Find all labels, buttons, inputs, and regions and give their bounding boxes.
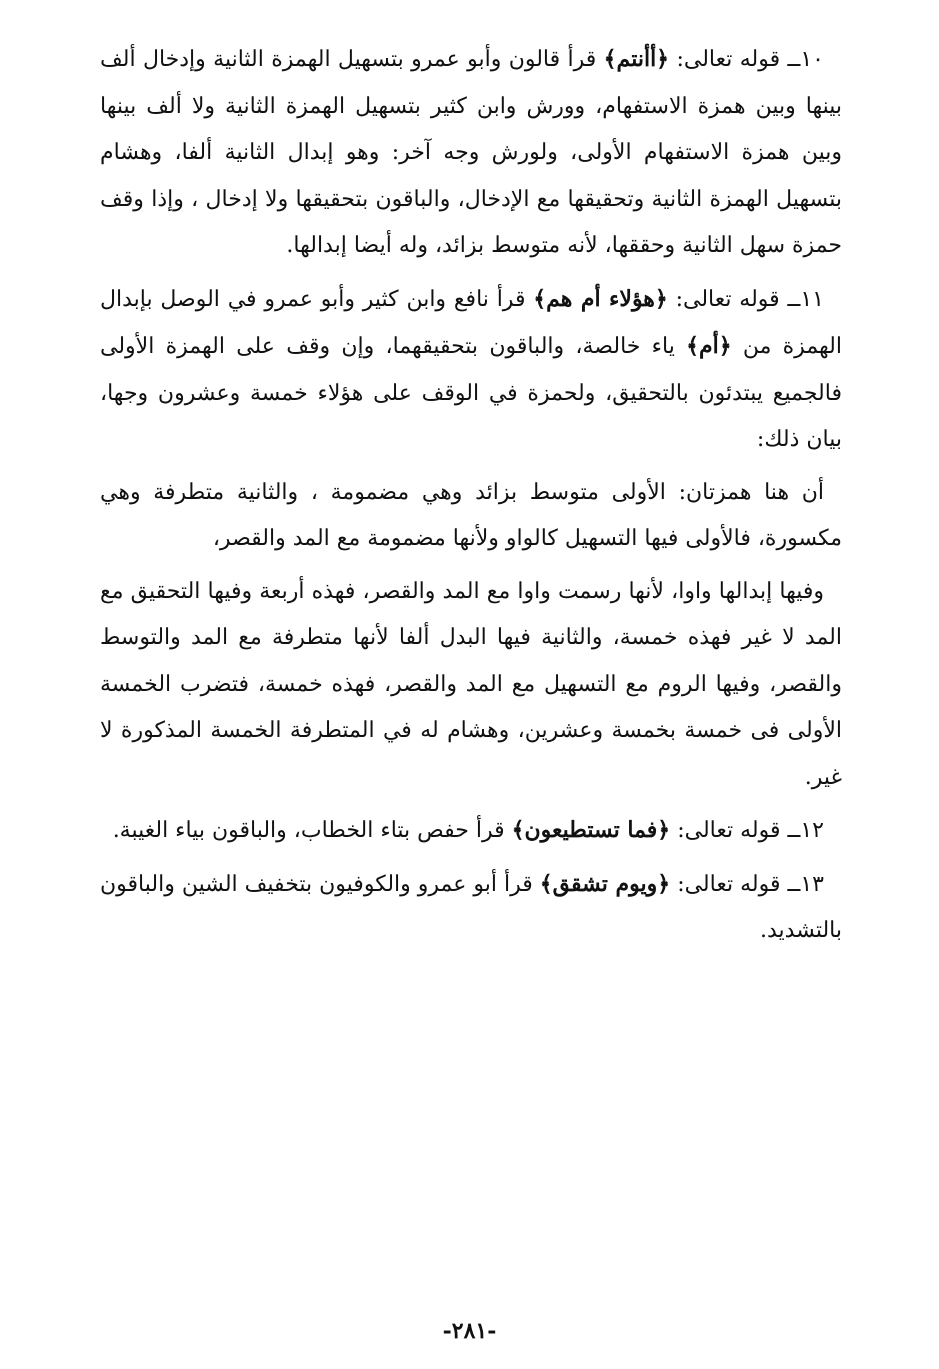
paragraph-list (100, 36, 842, 955)
quran-quote: ﴿فما تستطيعون﴾ (511, 817, 671, 843)
paragraph-text: ١٠ــ قوله تعالى: (669, 47, 824, 72)
paragraph-text: قرأ قالون وأبو عمرو بتسهيل الهمزة الثانية وإدخال ألف بينها وبين همزة الاستفهام، وورش وابن كثير بتسهيل الهمزة الثانية ولا ألف بينها وبين همزة الاستفهام الأولى، ولورش وجه آخر: وهو إبدال الثانية ألفا، وهشام بتسهيل الهمزة الثانية وتحقيقها مع الإدخال، والباقون بتحقيقها ولا إدخال ، وإذا وقف حمزة سهل الثانية وحققها، لأنه متوسط بزائد، وله أيضا إبدالها. (100, 47, 842, 258)
paragraph-text: ١١ــ قوله تعالى: (667, 286, 824, 312)
quran-quote: ﴿هؤلاء أم هم﴾ (533, 285, 668, 312)
paragraph-text: وفيها إبدالها واوا، لأنها رسمت واوا مع المد والقصر، فهذه أربعة وفيها التحقيق مع المد لا غير فهذه خمسة، والثانية فيها البدل ألفا لأنها متطرفة مع المد والتوسط والقصر، وفيها الروم مع التسهيل مع المد والقصر، فهذه خمسة، فتضرب الخمسة الأولى فى خمسة بخمسة وعشرين، وهشام له في المتطرفة الخمسة المذكورة لا غير. (100, 578, 842, 790)
paragraph-p11 (100, 276, 842, 464)
paragraph-p12 (100, 807, 842, 855)
paragraph-text: قرأ حفص بتاء الخطاب، والباقون بياء الغيبة. (112, 818, 512, 843)
quran-quote: ﴿أأنتم﴾ (603, 46, 670, 72)
quran-quote: ﴿ويوم تشقق﴾ (539, 870, 671, 897)
paragraph-p-explain-2 (100, 569, 842, 802)
paragraph-text: ١٣ــ قوله تعالى: (670, 871, 824, 897)
paragraph-p-explain-1 (100, 470, 842, 563)
paragraph-text: ١٢ــ قوله تعالى: (670, 818, 824, 843)
paragraph-text: قرأ أبو عمرو والكوفيون بتخفيف الشين والباقون بالتشديد. (100, 871, 842, 943)
quran-quote: ﴿أم﴾ (686, 333, 732, 359)
page-number: -٢٨١- (442, 1318, 497, 1344)
paragraph-p13 (100, 861, 842, 955)
paragraph-text: أن هنا همزتان: الأولى متوسط بزائد وهي مضمومة ، والثانية متطرفة وهي مكسورة، فالأولى فيها التسهيل كالواو ولأنها مضمومة مع المد والقصر، (100, 479, 842, 551)
paragraph-text: قرأ نافع وابن كثير وأبو عمرو في الوصل بإبدال الهمزة من (100, 286, 842, 359)
paragraph-text: ياء خالصة، والباقون بتحقيقهما، وإن وقف على الهمزة الأولى فالجميع يبتدئون بالتحقيق، ولحمزة في الوقف على هؤلاء خمسة وعشرون وجها، بيان ذلك: (100, 334, 842, 452)
paragraph-p10 (100, 36, 842, 270)
page-body (100, 36, 842, 1336)
